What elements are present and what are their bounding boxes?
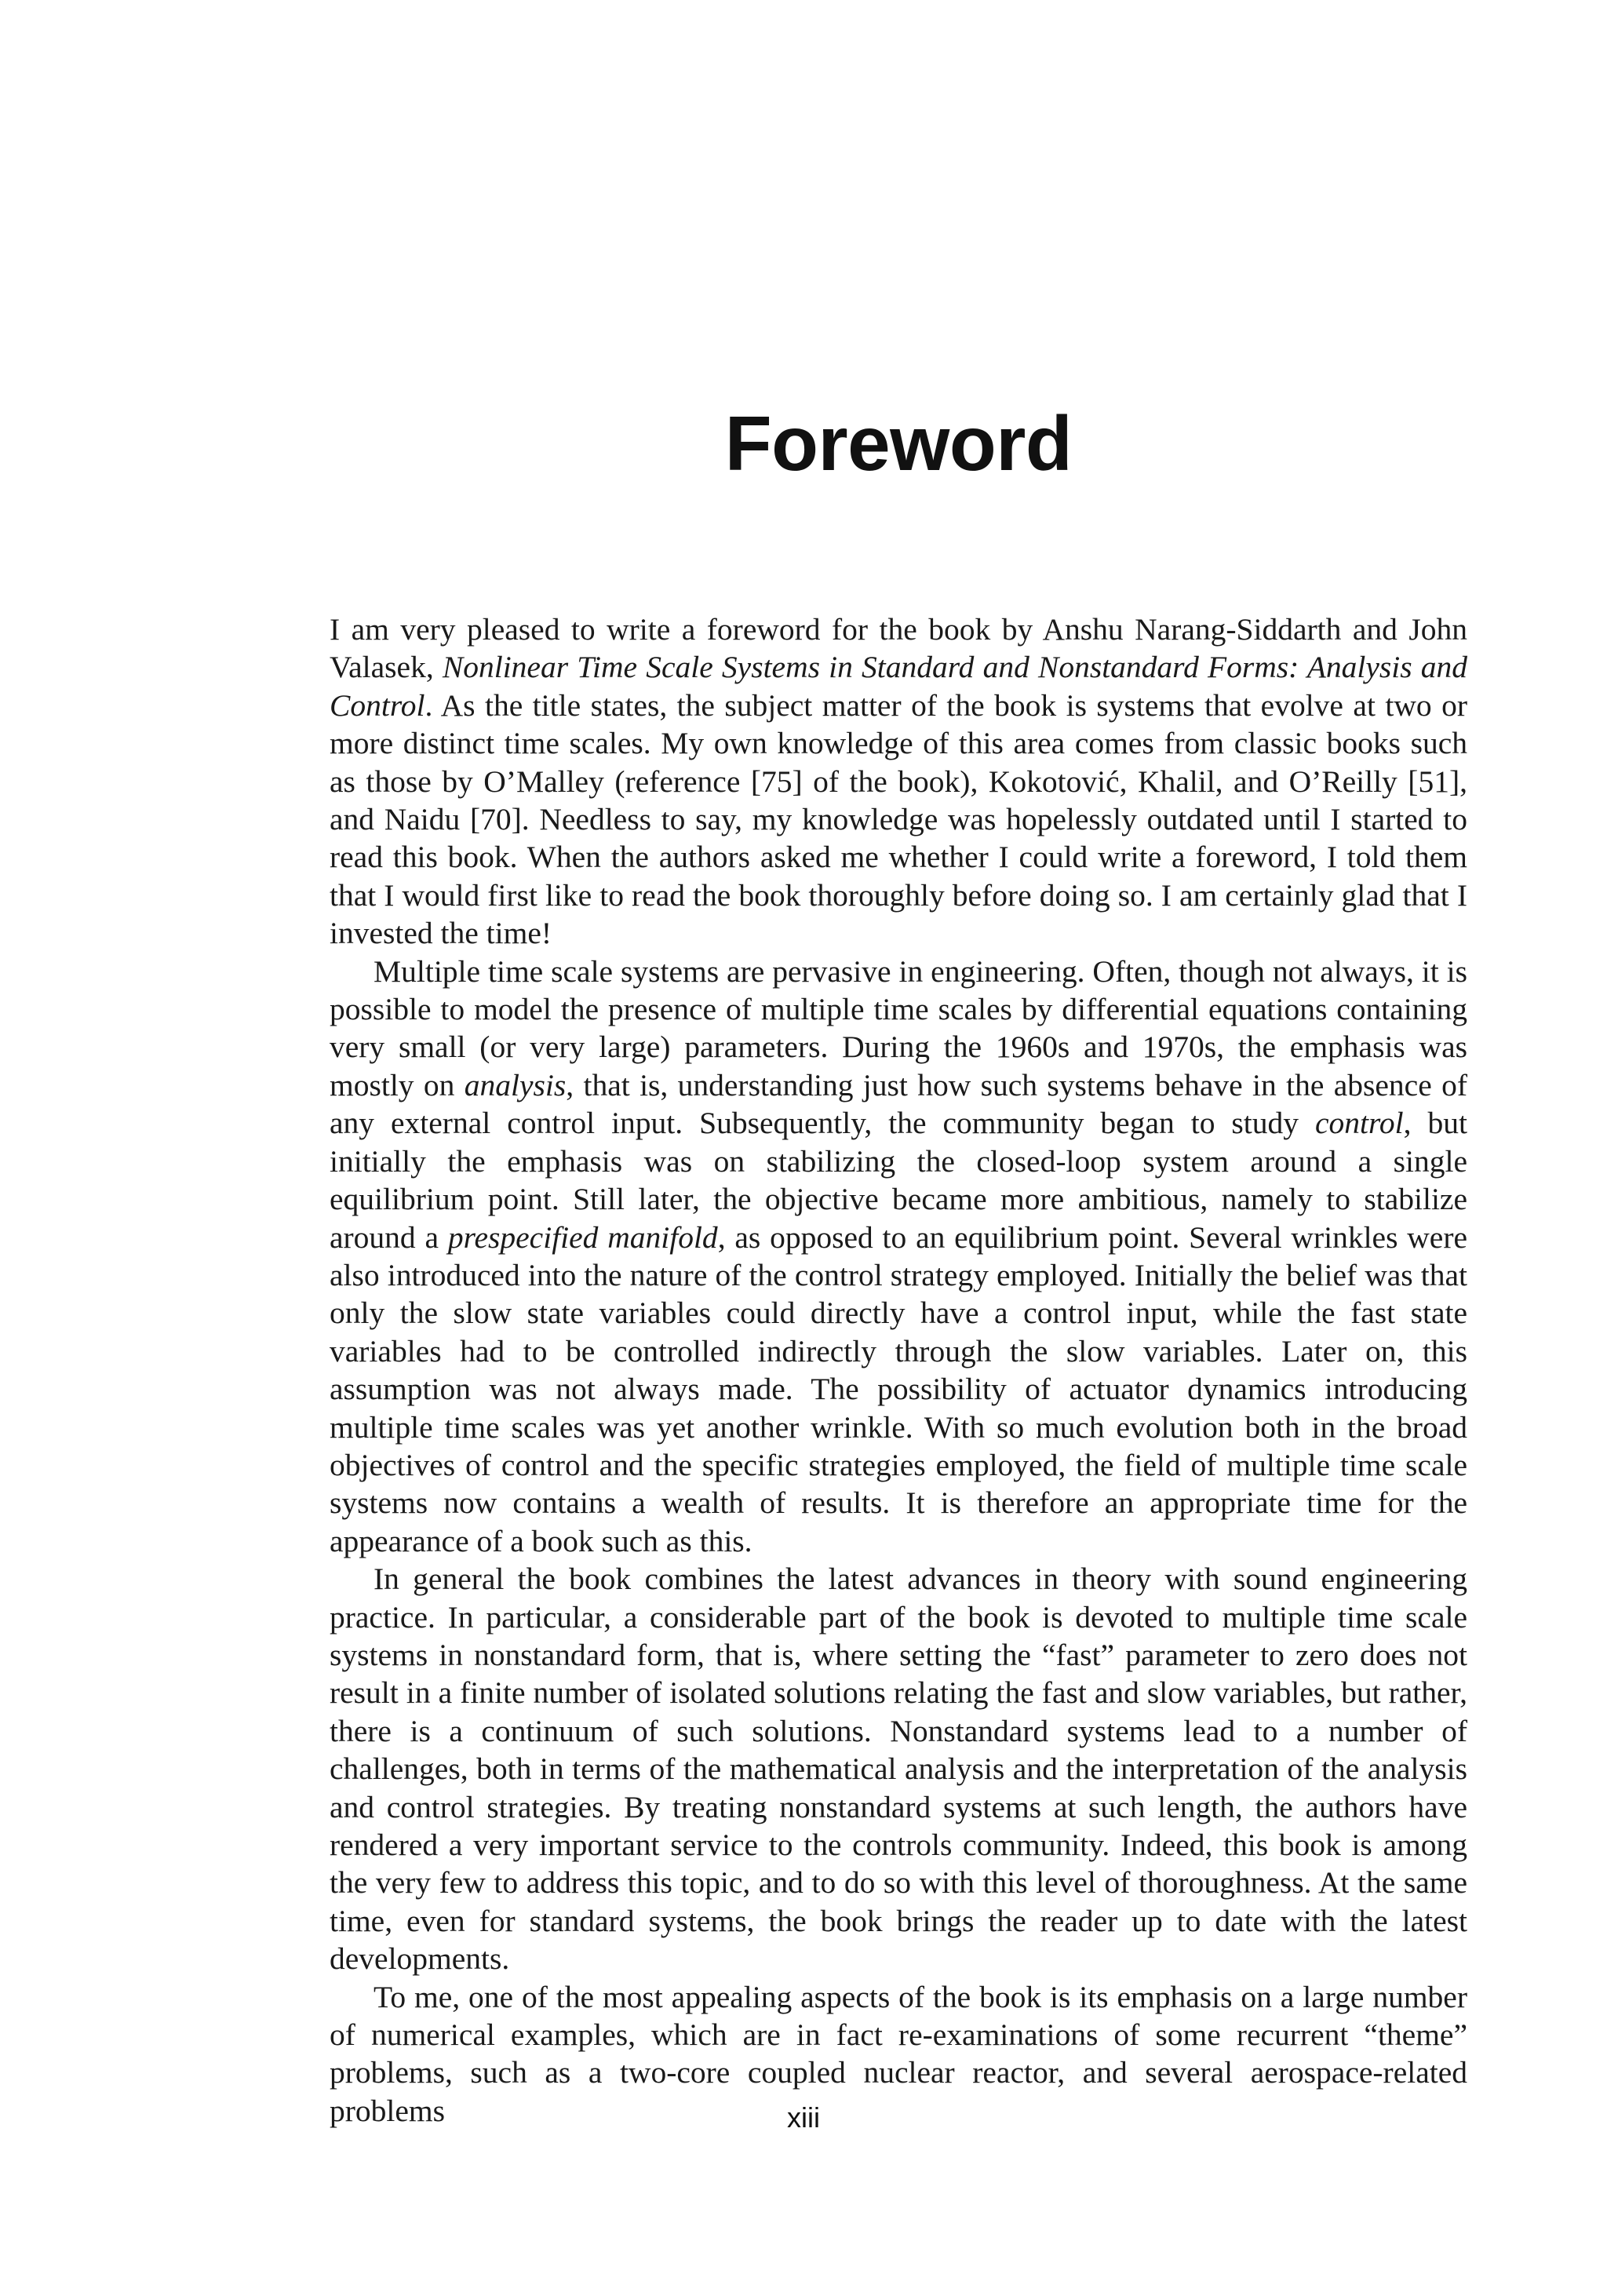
text-run: , that is, understanding just how such systems behave in the absence of any external control input. Subsequently, the community began to study: [330, 1067, 1467, 1141]
text-run: To me, one of the most appealing aspects of the book is its emphasis on a large number of numerical examples, which are in fact re-examinations of some recurrent “theme” problems, such as a two-core coupled nuclear reactor, and several aerospace-related problems: [330, 1979, 1467, 2128]
paragraph: [330, 953, 1467, 1561]
italic-text: Nonlinear Time Scale Systems in Standard and Nonstandard Forms: Analysis and Control: [330, 650, 1468, 723]
text-run: In general the book combines the latest advances in theory with sound engineering practice. In particular, a considerable part of the book is devoted to multiple time scale systems in nonstandard form, that is, where setting the “fast” parameter to zero does not result in a finite number of isolated solutions relating the fast and slow variables, but rather, there is a continuum of such solutions. Nonstandard systems lead to a number of challenges, both in terms of the mathematical analysis and the interpretation of the analysis and control strategies. By treating nonstandard systems at such length, the authors have rendered a very important service to the controls community. Indeed, this book is among the very few to address this topic, and to do so with this level of thoroughness. At the same time, even for standard systems, the book brings the reader up to date with the latest developments.: [330, 1562, 1467, 1977]
paragraph: [330, 1560, 1467, 1977]
text-run: , but initially the emphasis was on stabilizing the closed-loop system around a single equilibrium point. Still later, the objective became more ambitious, namely to stabilize around a: [330, 1106, 1467, 1255]
text-run: , as opposed to an equilibrium point. Several wrinkles were also introduced into the nature of the control strategy employed. Initially the belief was that only the slow state variables could directly have a control input, while the fast state variables had to be controlled indirectly through the slow variables. Later on, this assumption was not always made. The possibility of actuator dynamics introducing multiple time scales was yet another wrinkle. With so much evolution both in the broad objectives of control and the specific strategies employed, the field of multiple time scale systems now contains a wealth of results. It is therefore an appropriate time for the appearance of a book such as this.: [330, 1219, 1468, 1558]
italic-text: control: [1315, 1106, 1404, 1141]
foreword-body: [330, 610, 1467, 2130]
page-number: xiii: [787, 2101, 820, 2134]
text-run: . As the title states, the subject matter of the book is systems that evolve at two or more distinct time scales. My own knowledge of this area comes from classic books such as those by O’Malley (reference [75] of the book), Kokotović, Khalil, and O’Reilly [51], and Naidu [70]. Needless to say, my knowledge was hopelessly outdated until I started to read this book. When the authors asked me whether I could write a foreword, I told them that I would first like to read the book thoroughly before doing so. I am certainly glad that I invested the time!: [330, 687, 1467, 951]
paragraph: [330, 610, 1467, 953]
page-title: Foreword: [724, 400, 1073, 487]
text-run: Multiple time scale systems are pervasive in engineering. Often, though not always, it is possible to model the presence of multiple time scales by differential equations containing very small (or very large) parameters. During the 1960s and 1970s, the emphasis was mostly on: [330, 953, 1467, 1102]
italic-text: analysis: [464, 1067, 567, 1102]
text-run: I am very pleased to write a foreword for the book by Anshu Narang-Siddarth and John Valasek,: [330, 612, 1467, 685]
italic-text: prespecified manifold: [447, 1219, 718, 1255]
